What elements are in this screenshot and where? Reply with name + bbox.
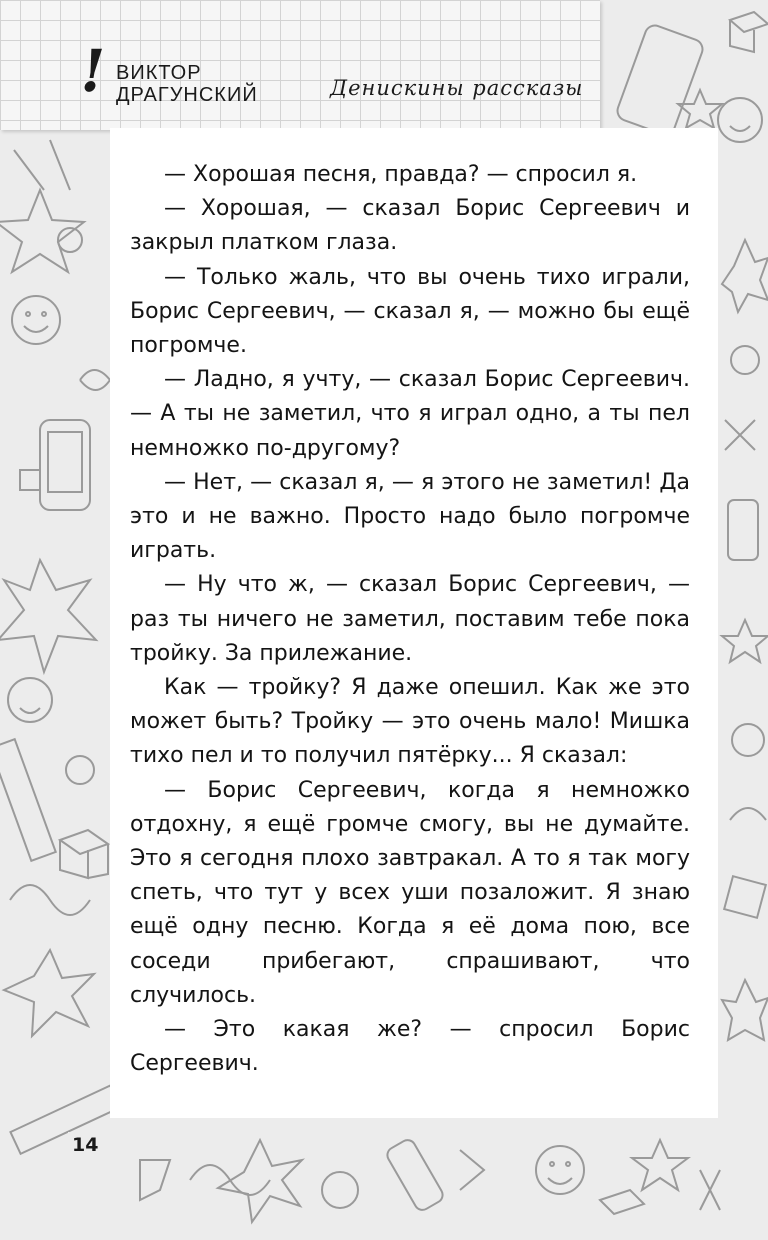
paragraph: — Нет, — сказал я, — я этого не заметил! Да это и не важно. Просто надо было погромче играть. [130, 469, 690, 564]
burst-doodle-2 [4, 950, 94, 1036]
paragraph: — Борис Сергеевич, когда я немножко отдохну, я ещё громче смогу, вы не думайте. Это я сегодня плохо завтракал. А то я так могу спеть, что тут у всех уши позаложит. Я знаю ещё одну песню. Когда я её дома пою, все соседи прибегают, спрашивают, что случилось. [130, 777, 690, 1008]
smiley-doodle-bottom [536, 1146, 584, 1194]
exclamation-mark: ! [74, 37, 112, 105]
star-doodle [0, 190, 84, 272]
smiley-doodle-2 [8, 678, 52, 722]
burst-doodle [0, 560, 96, 672]
paragraph: — Только жаль, что вы очень тихо играли, Борис Сергеевич, — сказал я, — можно бы ещё погромче. [130, 264, 690, 359]
paragraph: — Хорошая песня, правда? — спросил я. [164, 162, 638, 187]
cube-doodle-right [730, 12, 768, 52]
series-title: Денискины рассказы [330, 76, 584, 100]
author-last-name: ДРАГУНСКИЙ [116, 84, 258, 106]
smiley-doodle [12, 296, 60, 344]
star-doodle-right [678, 90, 722, 128]
phone-doodle-right [615, 23, 706, 137]
paragraph: Как — тройку? Я даже опешил. Как же это может быть? Тройку — это очень мало! Мишка тихо пел и то получил пятёрку... Я сказал: [130, 675, 690, 769]
paragraph: — Ну что ж, — сказал Борис Сергеевич, — раз ты ничего не заметил, поставим тебе пока тройку. За прилежание. [130, 572, 690, 666]
author-first-name: ВИКТОР [116, 62, 202, 84]
burst-doodle-right [722, 240, 768, 312]
page-number: 14 [68, 1132, 116, 1158]
author-name [116, 62, 258, 106]
ruler-doodle [0, 739, 56, 861]
cube-doodle [60, 830, 108, 878]
story-text [130, 158, 690, 1081]
smiley-doodle-right [718, 98, 762, 142]
paragraph: — Это какая же? — спросил Борис Сергеевич. [130, 1017, 690, 1077]
paragraph: — Хорошая, — сказал Борис Сергеевич и закрыл платком глаза. [130, 196, 690, 256]
paragraph: — Ладно, я учту, — сказал Борис Сергеевич. — А ты не заметил, что я играл одно, а ты пел немножко по-другому? [130, 367, 690, 461]
page-text-area [110, 128, 718, 1118]
